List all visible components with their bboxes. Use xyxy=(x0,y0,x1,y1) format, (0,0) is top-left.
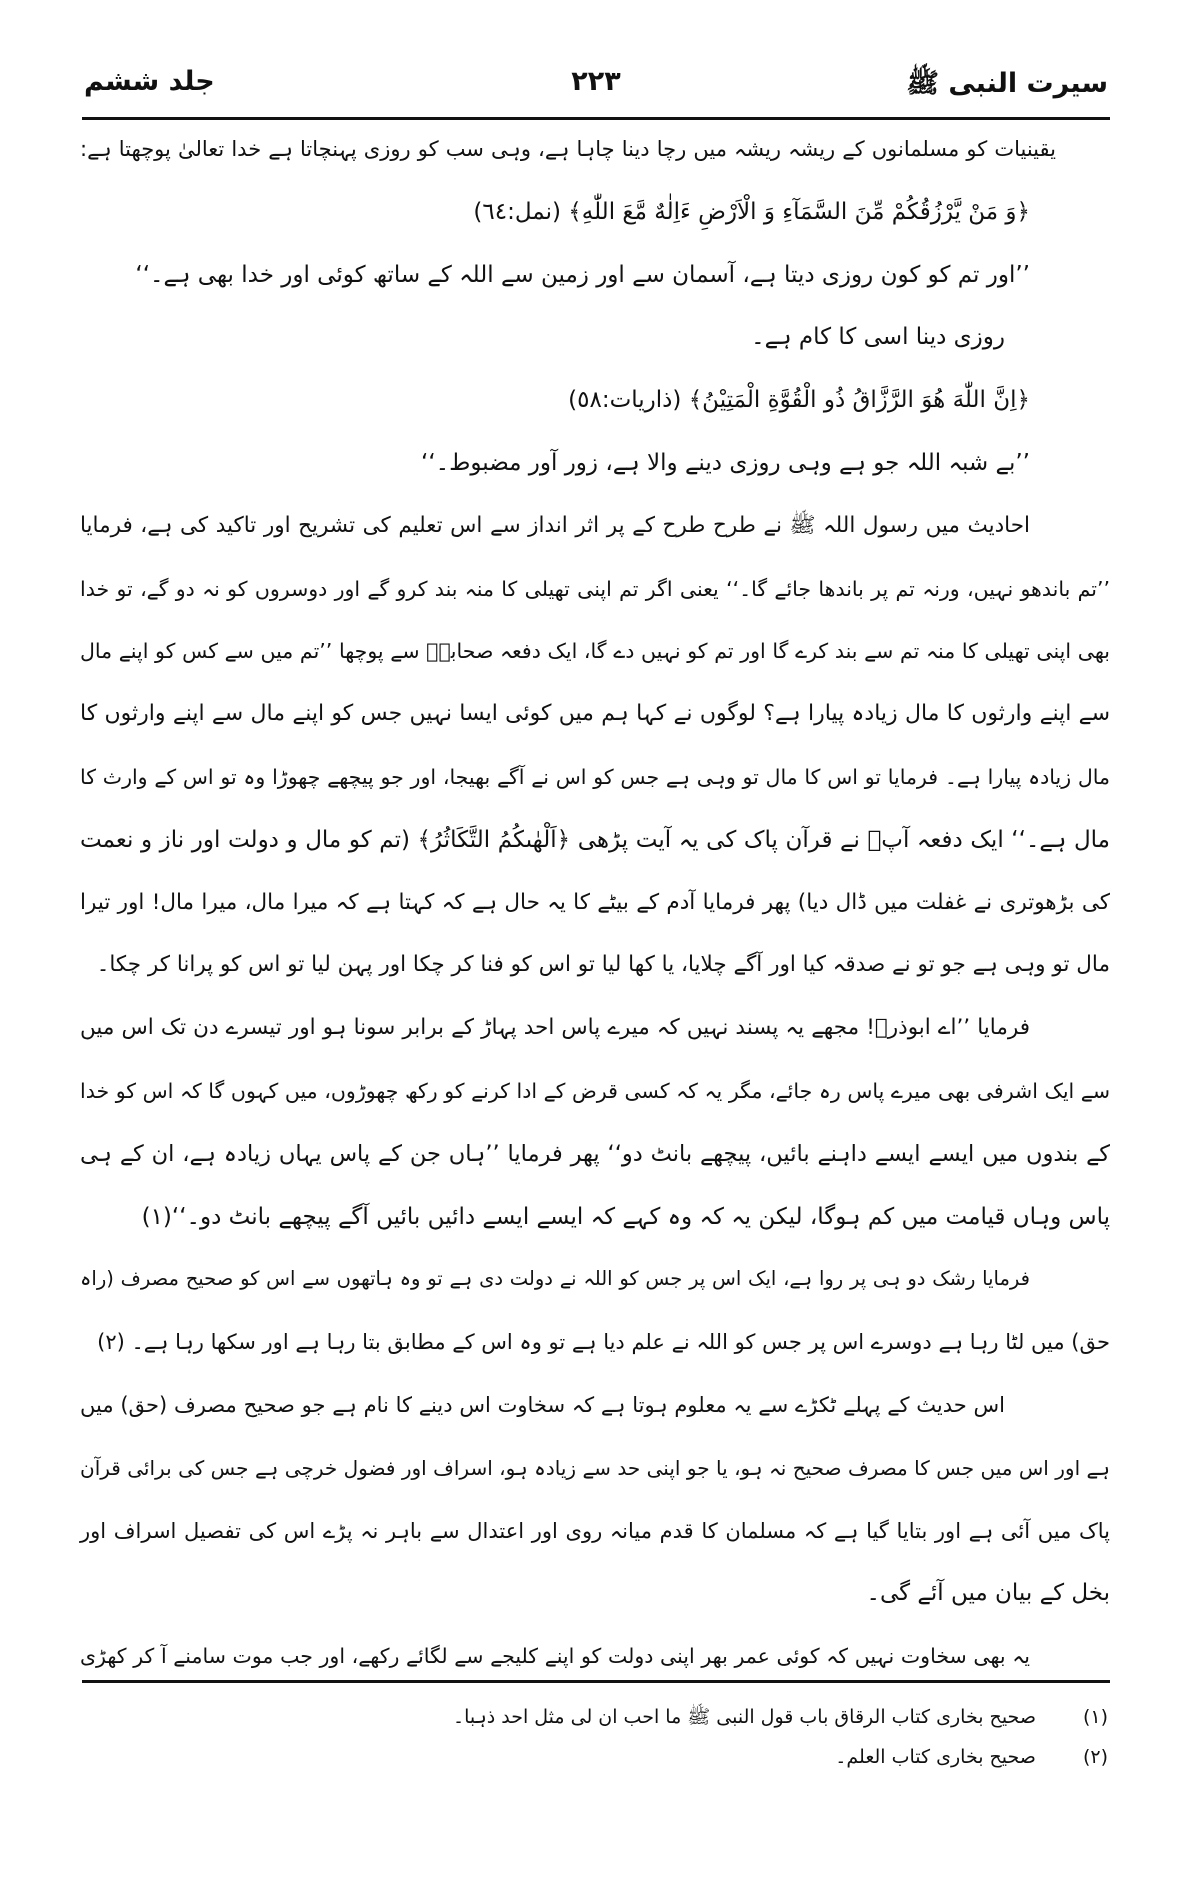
running-title: سیرت النبی ﷺ xyxy=(906,68,1108,99)
text-line xyxy=(80,1437,1110,1500)
text-line-content: بخل کے بیان میں آئے گی۔ xyxy=(866,1580,1110,1607)
text-line-content: مال تو وہی ہے جو تو نے صدقہ کیا اور آگے چلایا، یا کھا لیا تو اس کو فنا کر چکا اور پہن لیا تو اس کو پرانا کر چکا۔ xyxy=(96,952,1110,978)
text-line-content: روزی دینا اسی کا کام ہے۔ xyxy=(751,324,1005,351)
footnote-number: (١) xyxy=(1082,1706,1108,1728)
text-line-content: کی بڑھوتری نے غفلت میں ڈال دیا) پھر فرمایا آدم کے بیٹے کا یہ حال ہے کہ کہتا ہے کہ میرا مال، میرا مال! اور تیرا xyxy=(80,889,1110,915)
text-line xyxy=(80,872,1110,935)
text-line-content: بھی اپنی تھیلی کا منہ تم سے بند کرے گا اور تم کو نہیں دے گا، ایک دفعہ صحابہؓ سے پوچھا ’’تم میں سے کس کو اپنے مال xyxy=(80,639,1110,664)
text-line xyxy=(80,495,1110,558)
body-text xyxy=(80,118,1110,1688)
text-line xyxy=(80,1500,1110,1563)
text-line xyxy=(80,181,1110,244)
text-line-content: فرمایا ’’اے ابوذرؓ! مجھے یہ پسند نہیں کہ میرے پاس احد پہاڑ کے برابر سونا ہو اور تیسرے دن تک اس میں xyxy=(80,1015,1030,1041)
text-line xyxy=(80,369,1110,432)
text-line xyxy=(80,1248,1110,1311)
text-line xyxy=(80,620,1110,683)
text-line-content: مال زیادہ پیارا ہے۔ فرمایا تو اس کا مال تو وہی ہے جس کو اس نے آگے بھیجا، اور جو پیچھے چھوڑا وہ تو اس کے وارث کا xyxy=(80,764,1110,789)
text-line xyxy=(80,1625,1110,1688)
text-line-content: ’’تم باندھو نہیں، ورنہ تم پر باندھا جائے گا۔‘‘ یعنی اگر تم اپنی تھیلی کا منہ بند کرو گے اور دوسروں کو نہ دو گے، تو خدا xyxy=(80,576,1110,601)
text-line-content: فرمایا رشک دو ہی پر روا ہے، ایک اس پر جس کو اللہ نے دولت دی ہے تو وہ ہاتھوں سے اس کو صحیح مصرف (راہ xyxy=(80,1267,1030,1291)
text-line xyxy=(80,1311,1110,1374)
text-line-content: ﴿وَ مَنْ یَّرْزُقُكُمْ مِّنَ السَّمَآءِ وَ الْاَرْضِ ءَاِلٰهٌ مَّعَ اللّٰهِ﴾ (نمل:٦٤) xyxy=(473,198,1030,225)
footnote-text: صحیح بخاری کتاب العلم۔ xyxy=(835,1746,1036,1768)
text-line-content: ہے اور اس میں جس کا مصرف صحیح نہ ہو، یا جو اپنی حد سے زیادہ ہو، اسراف اور فضول خرچی ہے جس کی برائی قرآن xyxy=(80,1455,1110,1480)
text-line xyxy=(80,558,1110,621)
text-line-content: سے ایک اشرفی بھی میرے پاس رہ جائے، مگر یہ کہ کسی قرض کے ادا کرنے کو رکھ چھوڑوں، میں کہوں گا کہ اس کو خدا xyxy=(80,1078,1110,1103)
text-line-content: پاس وہاں قیامت میں کم ہوگا، لیکن یہ کہ وہ کہے کہ ایسے ایسے دائیں بائیں آگے پیچھے بانٹ دو۔‘‘(١) xyxy=(141,1203,1110,1230)
text-line xyxy=(80,244,1110,307)
text-line xyxy=(80,1374,1110,1437)
text-line xyxy=(80,306,1110,369)
text-line xyxy=(80,997,1110,1060)
text-line xyxy=(80,746,1110,809)
footnote-text: صحیح بخاری کتاب الرقاق باب قول النبی ﷺ ما احب ان لی مثل احد ذہبا۔ xyxy=(452,1706,1036,1728)
page-number: ۲۲۳ xyxy=(571,66,621,97)
footnote xyxy=(88,1737,1108,1777)
text-line-content: یقینیات کو مسلمانوں کے ریشہ ریشہ میں رچا دینا چاہا ہے، وہی سب کو روزی پہنچاتا ہے خدا تعالیٰ پوچھتا ہے: xyxy=(80,137,1056,161)
text-line-content: حق) میں لٹا رہا ہے دوسرے اس پر جس کو اللہ نے علم دیا ہے تو وہ اس کے مطابق بتا رہا ہے اور سکھا رہا ہے۔ (٢) xyxy=(97,1330,1110,1355)
text-line xyxy=(80,1562,1110,1625)
text-line-content: ’’اور تم کو کون روزی دیتا ہے، آسمان سے اور زمین سے اللہ کے ساتھ کوئی اور خدا بھی ہے۔‘‘ xyxy=(135,261,1030,288)
text-line-content: ’’بے شبہ اللہ جو ہے وہی روزی دینے والا ہے، زور آور مضبوط۔‘‘ xyxy=(421,449,1030,476)
text-line xyxy=(80,1060,1110,1123)
footnotes xyxy=(88,1697,1108,1777)
footnote-number: (٢) xyxy=(1082,1746,1108,1768)
text-line-content: سے اپنے وارثوں کا مال زیادہ پیارا ہے؟ لوگوں نے کہا ہم میں کوئی ایسا نہیں جس کو اپنے مال سے اپنے وارثوں کا xyxy=(80,701,1110,727)
text-line-content: پاک میں آئی ہے اور بتایا گیا ہے کہ مسلمان کا قدم میانہ روی اور اعتدال سے باہر نہ پڑے اس کی تفصیل اسراف اور xyxy=(80,1518,1110,1543)
footnote-rule xyxy=(82,1680,1110,1683)
text-line xyxy=(80,1186,1110,1249)
text-line xyxy=(80,683,1110,746)
text-line xyxy=(80,432,1110,495)
text-line xyxy=(80,1123,1110,1186)
text-line-content: احادیث میں رسول اللہ ﷺ نے طرح طرح کے پر اثر انداز سے اس تعلیم کی تشریح اور تاکید کی ہے، فرمایا xyxy=(80,512,1030,538)
footnote xyxy=(88,1697,1108,1737)
text-line-content: مال ہے۔‘‘ ایک دفعہ آپؐ نے قرآن پاک کی یہ آیت پڑھی ﴿اَلْهٰىكُمُ التَّكَاثُرُ﴾ (تم کو مال و دولت اور ناز و نعمت xyxy=(80,826,1110,853)
text-line-content: اس حدیث کے پہلے ٹکڑے سے یہ معلوم ہوتا ہے کہ سخاوت اس دینے کا نام ہے جو صحیح مصرف (حق) میں xyxy=(80,1392,1005,1417)
text-line xyxy=(80,118,1110,181)
text-line-content: یہ بھی سخاوت نہیں کہ کوئی عمر بھر اپنی دولت کو اپنے کلیجے سے لگائے رکھے، اور جب موت سامنے آ کر کھڑی xyxy=(80,1644,1030,1669)
text-line xyxy=(80,934,1110,997)
text-line-content: کے بندوں میں ایسے ایسے داہنے بائیں، پیچھے بانٹ دو‘‘ پھر فرمایا ’’ہاں جن کے پاس یہاں زیادہ ہے، ان کے ہی xyxy=(80,1140,1110,1167)
text-line-content: ﴿اِنَّ اللّٰهَ هُوَ الرَّزَّاقُ ذُو الْقُوَّةِ الْمَتِیْنُ﴾ (ذاریات:٥٨) xyxy=(568,387,1030,414)
text-line xyxy=(80,809,1110,872)
volume-label: جلد ششم xyxy=(84,66,215,97)
